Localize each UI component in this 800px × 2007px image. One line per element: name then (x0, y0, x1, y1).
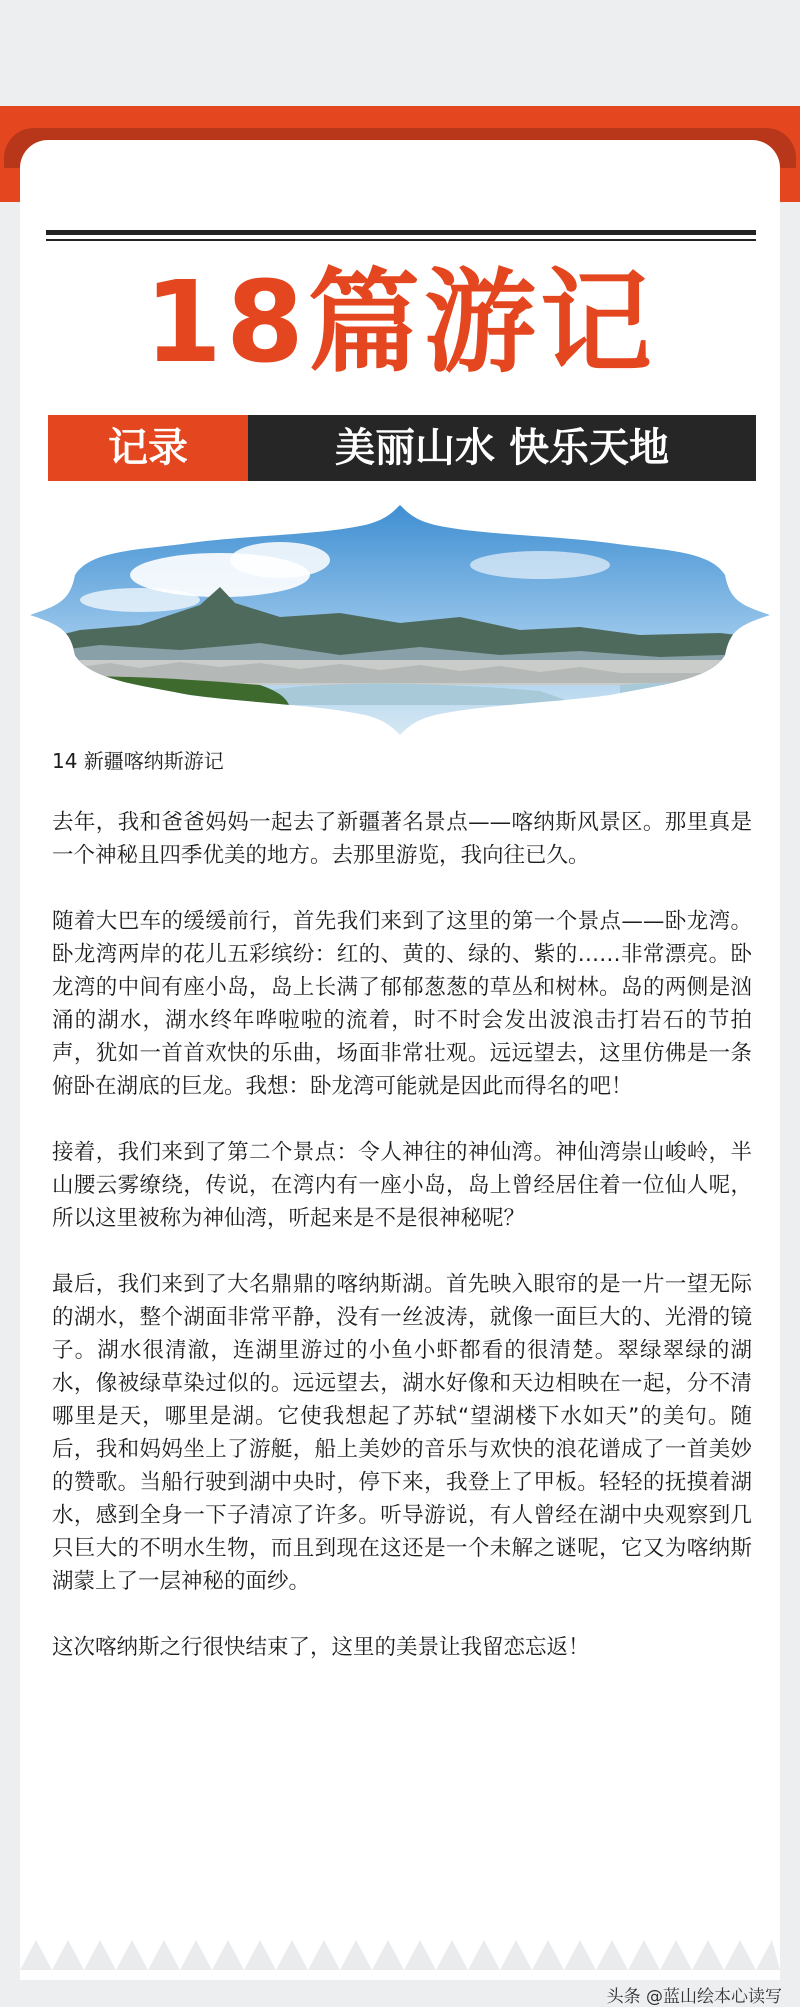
watermark: 头条 @蓝山绘本心读写 (606, 1987, 782, 2007)
zigzag-edge (20, 1930, 780, 1970)
banner-label: 记录 (48, 415, 248, 481)
paragraph: 最后，我们来到了大名鼎鼎的喀纳斯湖。首先映入眼帘的是一片一望无际的湖水，整个湖面非常平静，没有一丝波涛，就像一面巨大的、光滑的镜子。湖水很清澈，连湖里游过的小鱼小虾都看的很清楚。翠绿翠绿的湖水，像被绿草染过似的。远远望去，湖水好像和天边相映在一起，分不清哪里是天，哪里是湖。它使我想起了苏轼“望湖楼下水如天”的美句。随后，我和妈妈坐上了游艇，船上美妙的音乐与欢快的浪花谱成了一首美妙的赞歌。当船行驶到湖中央时，停下来，我登上了甲板。轻轻的抚摸着湖水，感到全身一下子清凉了许多。听导游说，有人曾经在湖中央观察到几只巨大的不明水生物，而且到现在这还是一个未解之谜呢，它又为喀纳斯湖蒙上了一层神秘的面纱。 (52, 1272, 752, 1594)
article-body (52, 745, 752, 1697)
article-card (20, 140, 780, 1980)
paragraph: 接着，我们来到了第二个景点：令人神往的神仙湾。神仙湾崇山峻岭，半山腰云雾缭绕，传说，在湾内有一座小岛，岛上曾经居住着一位仙人呢，所以这里被称为神仙湾，听起来是不是很神秘呢？ (52, 1140, 752, 1231)
header-rule-thin (46, 239, 756, 241)
header-rule-thick (46, 230, 756, 235)
landscape-photo (20, 505, 780, 735)
article-heading: 14 新疆喀纳斯游记 (52, 749, 224, 773)
paragraph: 这次喀纳斯之行很快结束了，这里的美景让我留恋忘返！ (52, 1635, 590, 1660)
subtitle-banner (48, 415, 756, 481)
page-title: 18篇游记 (144, 258, 656, 388)
paragraph: 去年，我和爸爸妈妈一起去了新疆著名景点——喀纳斯风景区。那里真是一个神秘且四季优美的地方。去那里游览，我向往已久。 (52, 810, 752, 868)
banner-slogan: 美丽山水 快乐天地 (248, 415, 756, 481)
paragraph: 随着大巴车的缓缓前行，首先我们来到了这里的第一个景点——卧龙湾。卧龙湾两岸的花儿五彩缤纷：红的、黄的、绿的、紫的……非常漂亮。卧龙湾的中间有座小岛，岛上长满了郁郁葱葱的草丛和树林。岛的两侧是汹涌的湖水，湖水终年哗啦啦的流着，时不时会发出波浪击打岩石的节拍声，犹如一首首欢快的乐曲，场面非常壮观。远远望去，这里仿佛是一条俯卧在湖底的巨龙。我想：卧龙湾可能就是因此而得名的吧！ (52, 909, 752, 1099)
